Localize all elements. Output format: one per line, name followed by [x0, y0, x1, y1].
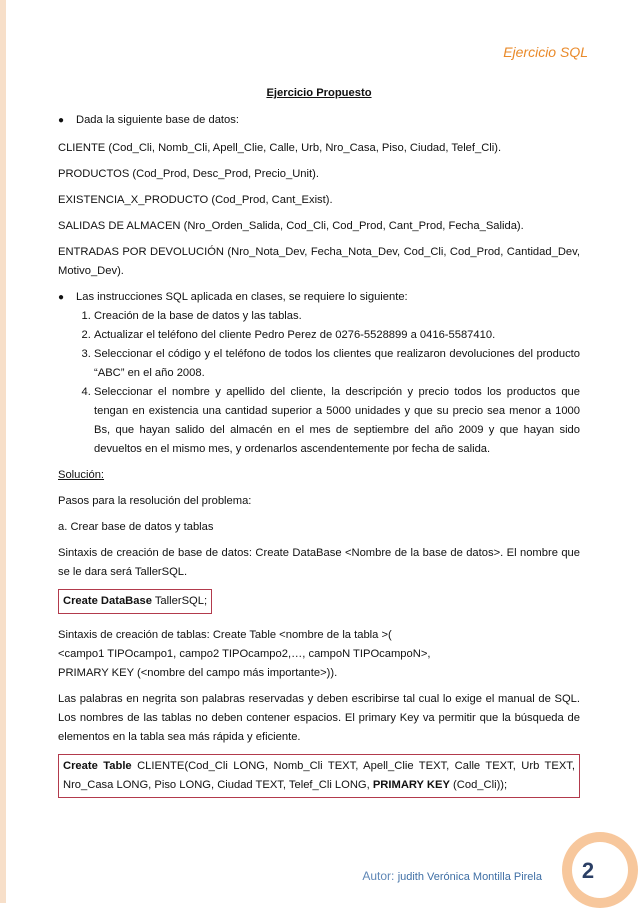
note-paragraph: Las palabras en negrita son palabras reservadas y deben escribirse tal cual lo exige el manual de SQL. Los nombres de las tablas no deben contener espacios. El primary Key va permitir que la búsqueda de elementos en la tabla sea más rápida y eficiente.	[58, 693, 580, 743]
code-keyword: PRIMARY KEY	[372, 779, 450, 791]
step-a: a. Crear base de datos y tablas	[58, 521, 214, 533]
syntax-table-line: <campo1 TIPOcampo1, campo2 TIPOcampo2,…, campoN TIPOcampoN>,	[58, 648, 431, 660]
list-item: 2. Actualizar el teléfono del cliente Pedro Perez de 0276-5528899 a 0416-5587410.	[94, 326, 580, 345]
bullet-icon: ●	[58, 292, 65, 303]
syntax-table-line: Sintaxis de creación de tablas: Create Table <nombre de la tabla >(	[58, 629, 392, 641]
bullet-item	[58, 111, 580, 130]
table-definition: ENTRADAS POR DEVOLUCIÓN (Nro_Nota_Dev, Fecha_Nota_Dev, Cod_Cli, Cod_Prod, Cantidad_Dev, Motivo_Dev).	[58, 246, 580, 277]
page-number: 2	[581, 858, 595, 883]
document-title: Ejercicio Propuesto	[266, 87, 372, 99]
requirements-list	[58, 307, 580, 459]
footer-prefix: Autor:	[362, 869, 398, 883]
footer-author	[362, 869, 542, 883]
code-keyword: Create DataBase	[63, 595, 152, 607]
code-keyword: Create Table	[63, 760, 132, 772]
bullet-icon: ●	[58, 115, 65, 126]
list-item: 1. Creación de la base de datos y las tablas.	[94, 307, 580, 326]
table-definition: EXISTENCIA_X_PRODUCTO (Cod_Prod, Cant_Exist).	[58, 194, 333, 206]
header-title: Ejercicio SQL	[503, 44, 588, 60]
code-box-create-table	[58, 754, 580, 798]
code-text: TallerSQL;	[151, 595, 208, 607]
table-definition: CLIENTE (Cod_Cli, Nomb_Cli, Apell_Clie, Calle, Urb, Nro_Casa, Piso, Ciudad, Telef_Cli).	[58, 142, 502, 154]
bullet-text: Dada la siguiente base de datos:	[76, 114, 239, 126]
bullet-item	[58, 288, 580, 307]
steps-intro: Pasos para la resolución del problema:	[58, 495, 252, 507]
table-definition: PRODUCTOS (Cod_Prod, Desc_Prod, Precio_Unit).	[58, 168, 319, 180]
code-text: CLIENTE(Cod_Cli LONG, Nomb_Cli TEXT, Apell_Clie TEXT, Calle TEXT, Urb TEXT, Nro_Casa LONG, Piso LONG, Ciudad TEXT, Telef_Cli LONG,	[63, 760, 575, 791]
document-body	[58, 84, 580, 798]
list-item: 4. Seleccionar el nombre y apellido del cliente, la descripción y precio todos los productos que tengan en existencia una cantidad superior a 5000 unidades y que su precio sea menor a 1000 Bs, que hayan salido del almacén en el mes de septiembre del año 2009 y que hayan sido devueltos en el mismo mes, y ordenarlos ascendentemente por fecha de salida.	[94, 383, 580, 459]
code-text: (Cod_Cli));	[449, 779, 508, 791]
code-box-create-database	[58, 589, 212, 614]
list-item: 3. Seleccionar el código y el teléfono de todos los clientes que realizaron devoluciones del producto “ABC” en el año 2008.	[94, 345, 580, 383]
solution-heading: Solución:	[58, 469, 105, 481]
syntax-table-line: PRIMARY KEY (<nombre del campo más importante>)).	[58, 667, 338, 679]
footer-author-name: judith Verónica Montilla Pirela	[397, 871, 542, 883]
bullet-text: Las instrucciones SQL aplicada en clases, se requiere lo siguiente:	[76, 291, 408, 303]
left-margin-bar	[0, 0, 6, 903]
page-number-badge	[538, 826, 638, 903]
syntax-database: Sintaxis de creación de base de datos: Create DataBase <Nombre de la base de datos>. El nombre que se le dara será TallerSQL.	[58, 547, 580, 578]
table-definition: SALIDAS DE ALMACEN (Nro_Orden_Salida, Cod_Cli, Cod_Prod, Cant_Prod, Fecha_Salida).	[58, 220, 524, 232]
